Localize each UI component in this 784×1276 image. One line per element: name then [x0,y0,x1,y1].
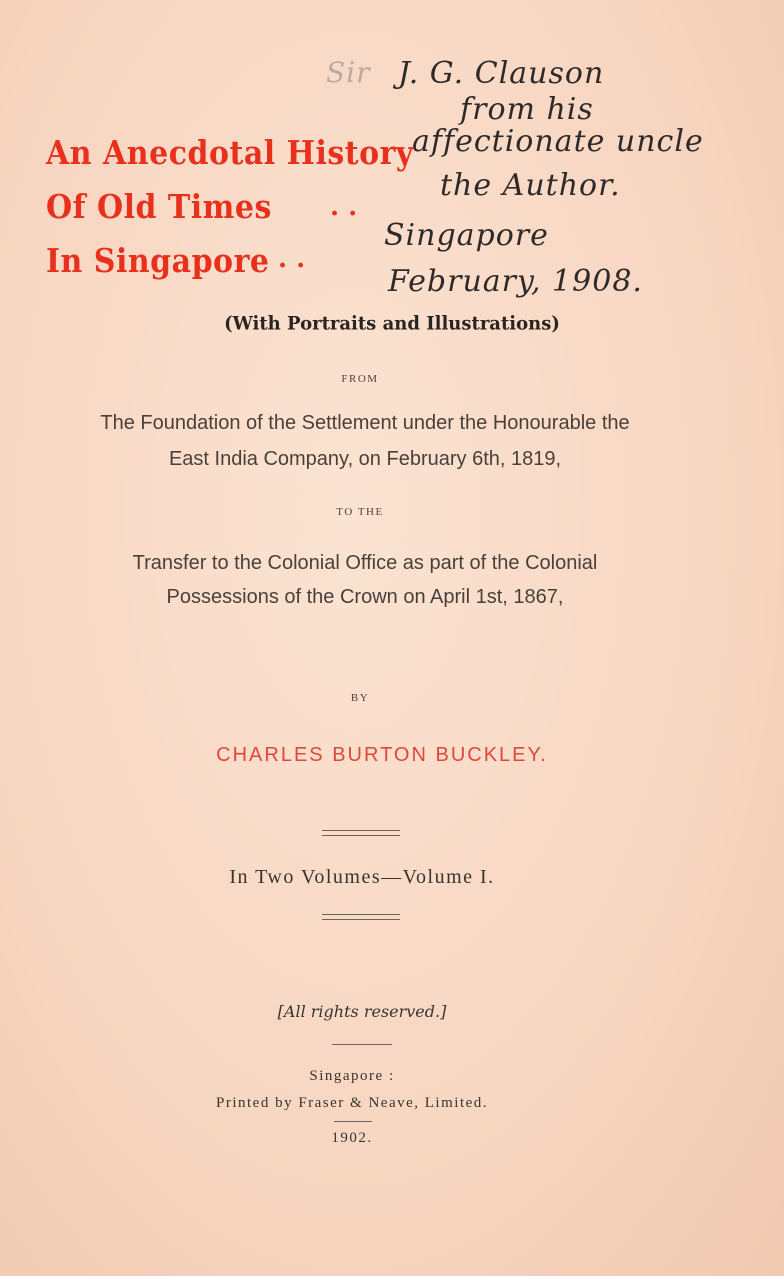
inscription-line-1: J. G. Clauson [398,56,605,91]
imprint-year: 1902. [331,1130,373,1146]
title-line-3: In Singapore [46,242,270,281]
volumes-line: In Two Volumes—Volume I. [229,866,495,888]
rights-notice: [All rights reserved.] [277,1002,447,1021]
from-label: FROM [341,373,379,385]
divider-upper [322,830,400,836]
transfer-line-2: Possessions of the Crown on April 1st, 1867, [166,586,564,608]
foundation-line-1: The Foundation of the Settlement under the Honourable the [100,412,630,434]
title-dots-2: . . [330,192,358,222]
divider-imprint [334,1121,372,1122]
imprint-printer: Printed by Fraser & Neave, Limited. [215,1095,489,1111]
by-label: BY [350,692,370,704]
inscription-line-4: the Author. [440,168,621,203]
inscription-line-3: affectionate uncle [412,124,704,159]
foundation-line-2: East India Company, on February 6th, 1819, [168,448,562,470]
title-line-2: Of Old Times [46,188,272,227]
transfer-line-1: Transfer to the Colonial Office as part of the Colonial [132,552,598,574]
inscription-crossed-word: Sir [326,56,371,89]
imprint-place: Singapore : [309,1068,395,1084]
title-line-1: An Anecdotal History [46,134,414,173]
author-name: CHARLES BURTON BUCKLEY. [216,744,548,766]
inscription-line-6: February, 1908. [388,264,643,299]
inscription-line-2: from his [460,92,594,127]
divider-rights [332,1044,392,1045]
divider-lower [322,914,400,920]
to-the-label: TO THE [336,506,384,518]
title-dots-3: . . [278,244,306,274]
inscription-line-5: Singapore [384,218,549,253]
subtitle: (With Portraits and Illustrations) [224,312,560,335]
